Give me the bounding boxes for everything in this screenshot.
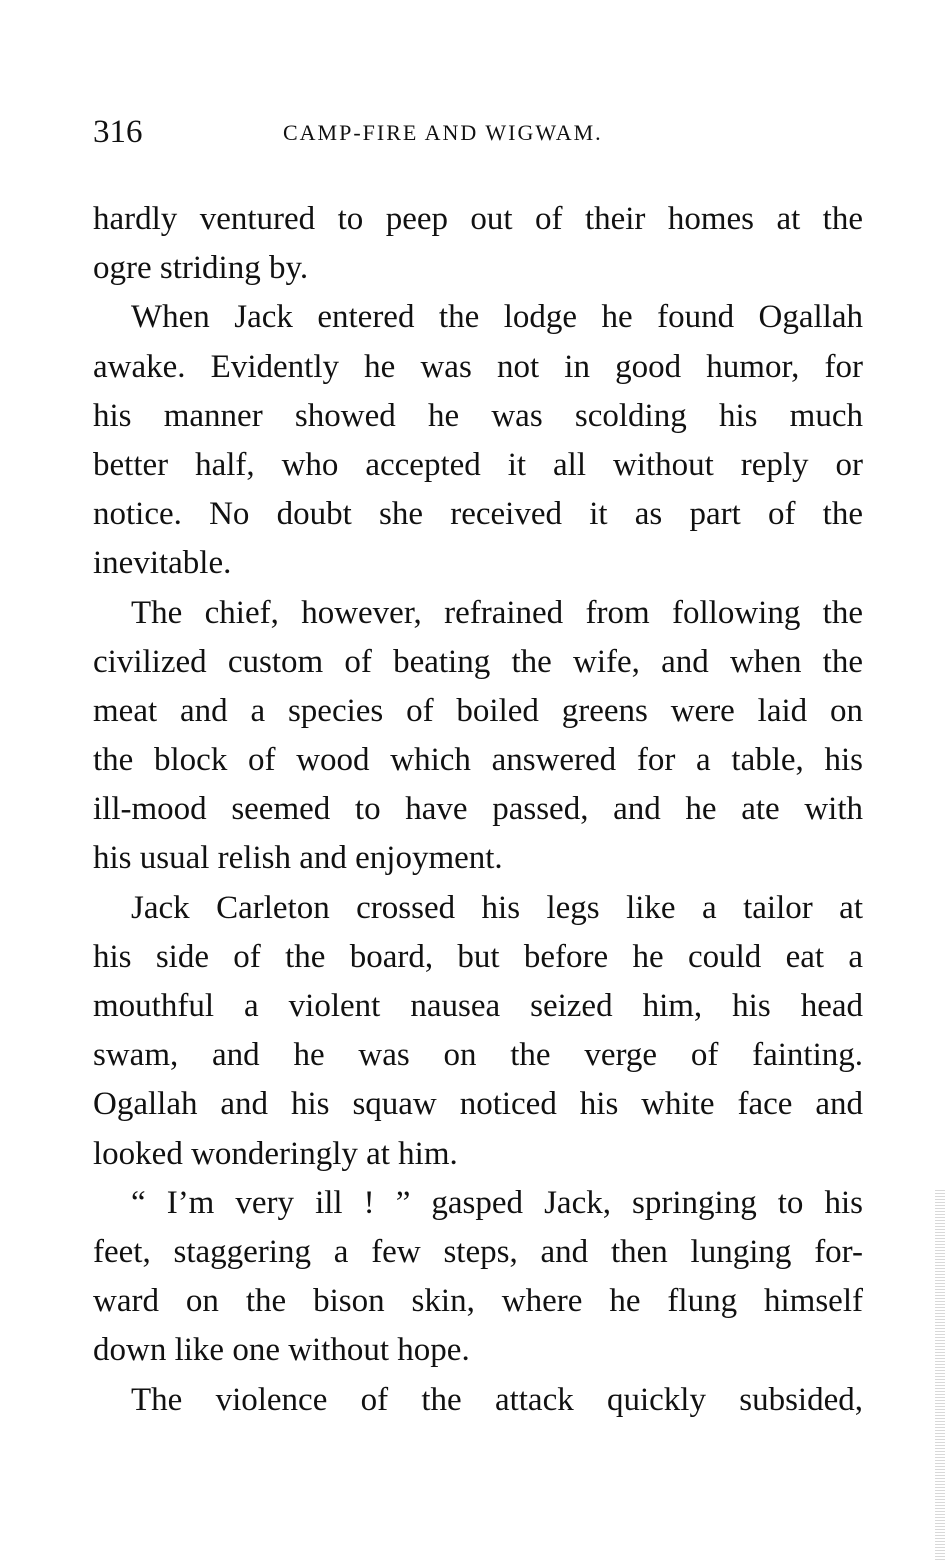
text-line: awake. Evidently he was not in good humor, for — [93, 348, 863, 385]
running-title: CAMP-FIRE AND WIGWAM. — [283, 120, 603, 145]
text-line: his manner showed he was scolding his much — [93, 397, 863, 434]
text-line: notice. No doubt she received it as part of the — [93, 496, 863, 533]
text-line: civilized custom of beating the wife, and when the — [93, 643, 863, 680]
text-line: The chief, however, refrained from following the — [131, 594, 863, 631]
text-line: The violence of the attack quickly subsided, — [131, 1381, 863, 1418]
text-line: his side of the board, but before he could eat a — [93, 938, 863, 975]
body-text — [93, 195, 863, 1425]
text-line: “ I’m very ill ! ” gasped Jack, springing to his — [131, 1184, 863, 1221]
text-line: swam, and he was on the verge of fainting. — [93, 1037, 863, 1074]
text-line: Jack Carleton crossed his legs like a tailor at — [131, 889, 863, 926]
text-line: Ogallah and his squaw noticed his white face and — [93, 1086, 863, 1123]
text-line: the block of wood which answered for a table, his — [93, 742, 863, 779]
text-line: ward on the bison skin, where he flung himself — [93, 1283, 863, 1320]
text-line: inevitable. — [93, 545, 232, 582]
running-head — [93, 112, 863, 152]
text-line: feet, staggering a few steps, and then lunging for- — [93, 1233, 863, 1270]
text-line: When Jack entered the lodge he found Ogallah — [131, 299, 863, 336]
text-line: ogre striding by. — [93, 250, 309, 287]
text-line: better half, who accepted it all without reply or — [93, 446, 863, 483]
text-line: meat and a species of boiled greens were laid on — [93, 692, 863, 729]
text-line: hardly ventured to peep out of their homes at the — [93, 201, 863, 237]
text-line: looked wonderingly at him. — [93, 1135, 458, 1172]
text-line: his usual relish and enjoyment. — [93, 840, 503, 877]
text-line: mouthful a violent nausea seized him, his head — [93, 988, 863, 1024]
text-line: down like one without hope. — [93, 1332, 470, 1369]
text-line: ill-mood seemed to have passed, and he ate with — [93, 791, 863, 828]
scan-edge-strip — [935, 1190, 945, 1560]
page-number: 316 — [93, 114, 143, 150]
